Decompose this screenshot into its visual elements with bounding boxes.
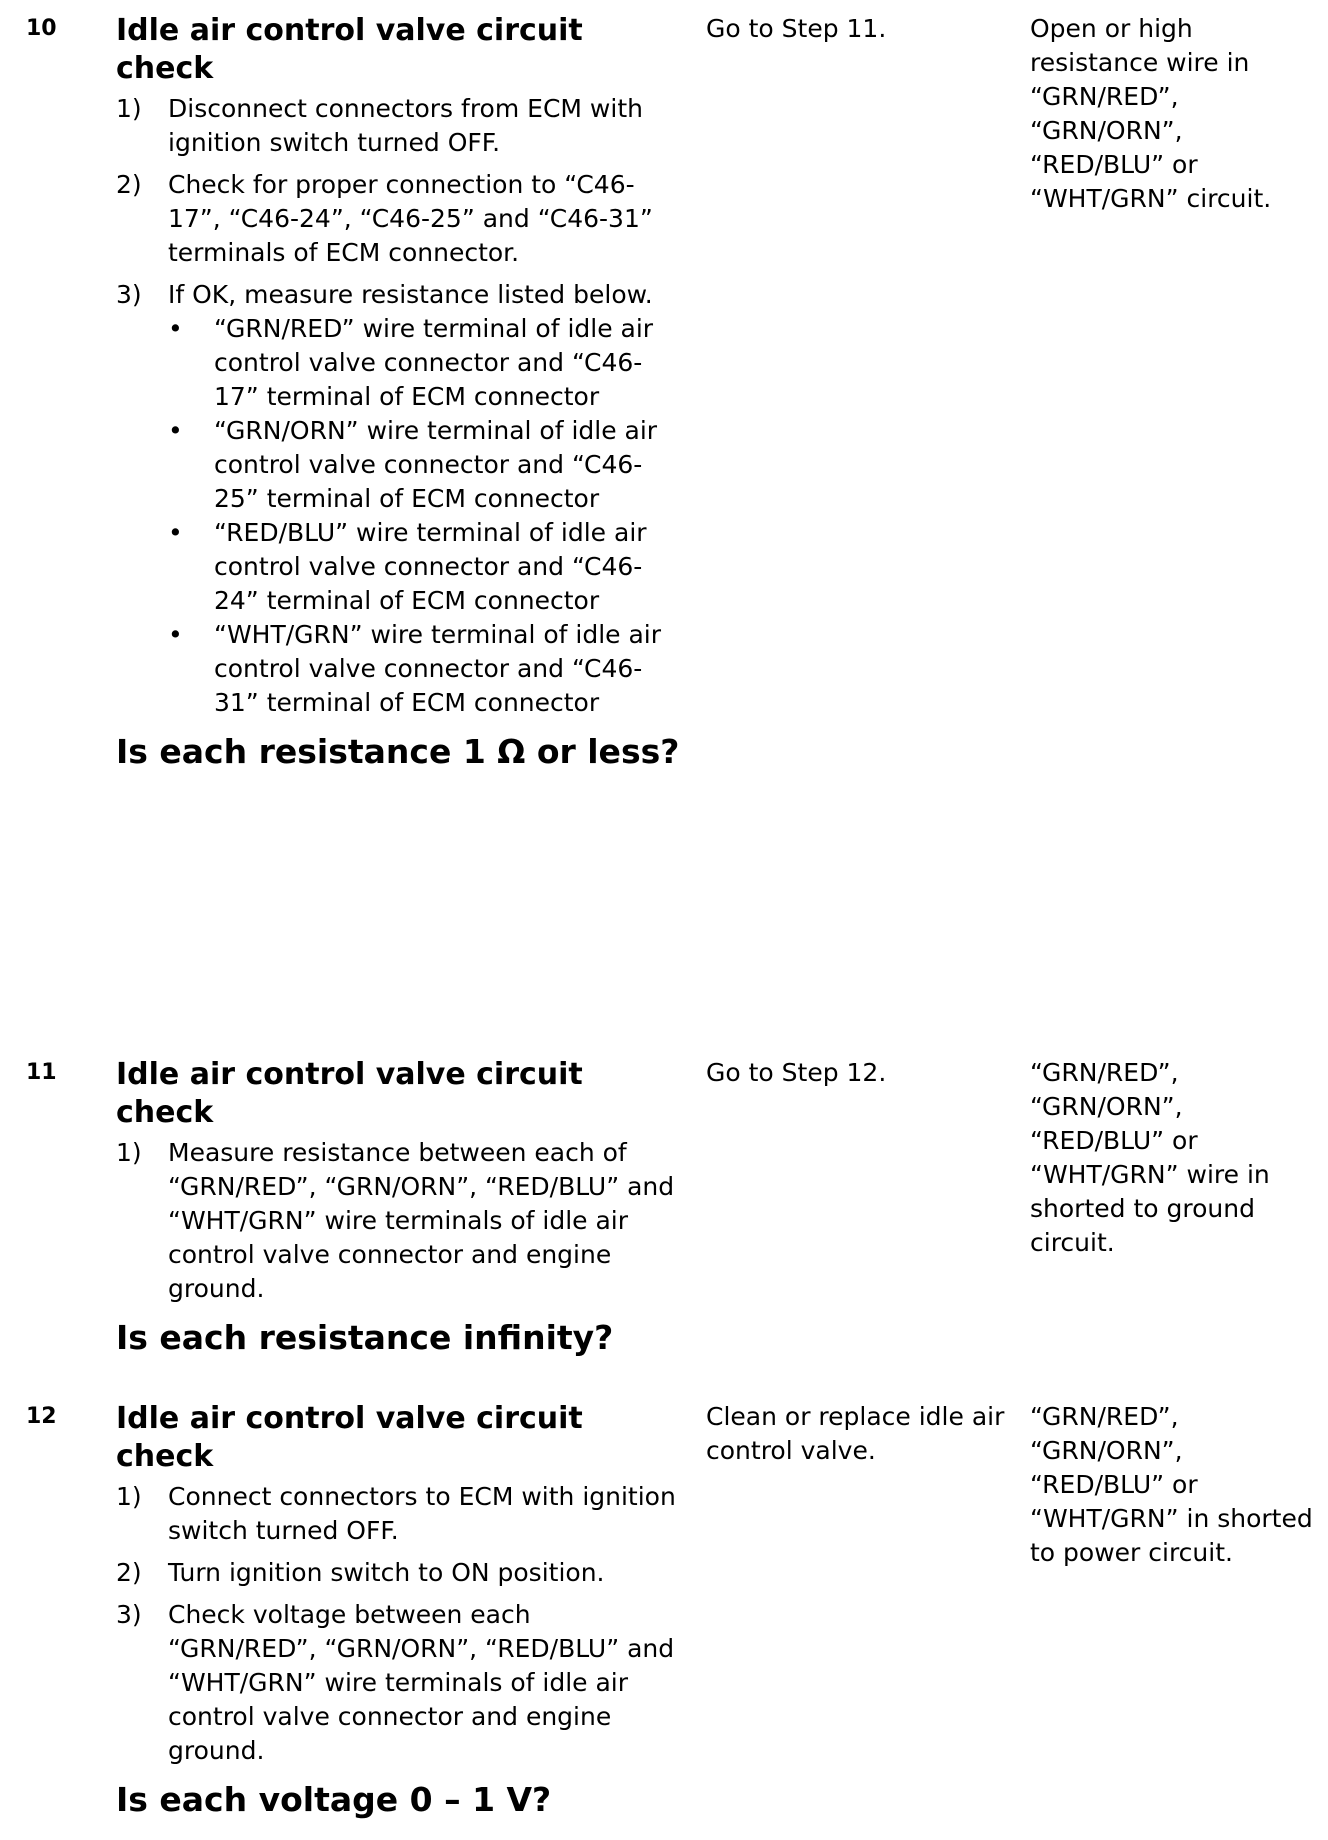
no-result: “GRN/RED”, “GRN/ORN”, “RED/BLU” or “WHT/GRN” in shorted to power circuit. xyxy=(1030,1402,1313,1567)
procedure-item xyxy=(116,1136,686,1306)
procedure-item xyxy=(116,278,686,720)
procedure-number: 1) xyxy=(116,94,142,123)
procedure-item xyxy=(116,1480,686,1548)
procedure-text: Connect connectors to ECM with ignition switch turned OFF. xyxy=(168,1482,676,1545)
measurement-list xyxy=(168,312,686,720)
measurement-text: “WHT/GRN” wire terminal of idle air control valve connector and “C46-31” terminal of ECM connector xyxy=(214,620,662,717)
bullet-icon: • xyxy=(168,518,183,547)
bullet-icon: • xyxy=(168,620,183,649)
procedure-list xyxy=(116,1136,686,1306)
action-cell xyxy=(116,1400,686,1820)
procedure-item xyxy=(116,168,686,270)
bullet-icon: • xyxy=(168,314,183,343)
procedure-number: 2) xyxy=(116,1558,142,1587)
step-title: Idle air control valve circuit check xyxy=(116,1401,583,1474)
yes-result: Go to Step 12. xyxy=(706,1058,887,1087)
procedure-item xyxy=(116,1598,686,1768)
step-title: Idle air control valve circuit check xyxy=(116,1057,583,1130)
step-title: Idle air control valve circuit check xyxy=(116,13,583,86)
procedure-text: Check for proper connection to “C46-17”, “C46-24”, “C46-25” and “C46-31” terminals of ECM connector. xyxy=(168,170,653,267)
step-question: Is each voltage 0 – 1 V? xyxy=(116,1780,552,1819)
measurement-text: “GRN/ORN” wire terminal of idle air control valve connector and “C46-25” terminal of ECM connector xyxy=(214,416,658,513)
procedure-text: If OK, measure resistance listed below. xyxy=(168,280,653,309)
procedure-number: 1) xyxy=(116,1138,142,1167)
procedure-item xyxy=(116,1556,686,1590)
step-number: 12 xyxy=(26,1404,57,1429)
procedure-list xyxy=(116,92,686,720)
step-question: Is each resistance 1 Ω or less? xyxy=(116,732,680,771)
measurement-item xyxy=(168,516,686,618)
yes-result: Clean or replace idle air control valve. xyxy=(706,1402,1005,1465)
procedure-text: Check voltage between each “GRN/RED”, “GRN/ORN”, “RED/BLU” and “WHT/GRN” wire terminals of idle air control valve connector and engine ground. xyxy=(168,1600,675,1765)
procedure-number: 1) xyxy=(116,1482,142,1511)
bullet-icon: • xyxy=(168,416,183,445)
step-question: Is each resistance infinity? xyxy=(116,1318,614,1357)
step-number: 10 xyxy=(26,16,57,41)
measurement-text: “GRN/RED” wire terminal of idle air control valve connector and “C46-17” terminal of ECM connector xyxy=(214,314,654,411)
procedure-list xyxy=(116,1480,686,1768)
measurement-text: “RED/BLU” wire terminal of idle air control valve connector and “C46-24” terminal of ECM connector xyxy=(214,518,647,615)
measurement-item xyxy=(168,618,686,720)
procedure-text: Turn ignition switch to ON position. xyxy=(168,1558,605,1587)
measurement-item xyxy=(168,312,686,414)
procedure-item xyxy=(116,92,686,160)
yes-result: Go to Step 11. xyxy=(706,14,887,43)
no-result: Open or high resistance wire in “GRN/RED”, “GRN/ORN”, “RED/BLU” or “WHT/GRN” circuit. xyxy=(1030,14,1272,213)
no-result: “GRN/RED”, “GRN/ORN”, “RED/BLU” or “WHT/GRN” wire in shorted to ground circuit. xyxy=(1030,1058,1270,1257)
action-cell xyxy=(116,1056,686,1358)
procedure-number: 2) xyxy=(116,170,142,199)
procedure-number: 3) xyxy=(116,1600,142,1629)
step-number: 11 xyxy=(26,1060,57,1085)
procedure-number: 3) xyxy=(116,280,142,309)
procedure-text: Disconnect connectors from ECM with ignition switch turned OFF. xyxy=(168,94,643,157)
procedure-text: Measure resistance between each of “GRN/RED”, “GRN/ORN”, “RED/BLU” and “WHT/GRN” wire terminals of idle air control valve connector and engine ground. xyxy=(168,1138,675,1303)
action-cell xyxy=(116,12,686,772)
measurement-item xyxy=(168,414,686,516)
